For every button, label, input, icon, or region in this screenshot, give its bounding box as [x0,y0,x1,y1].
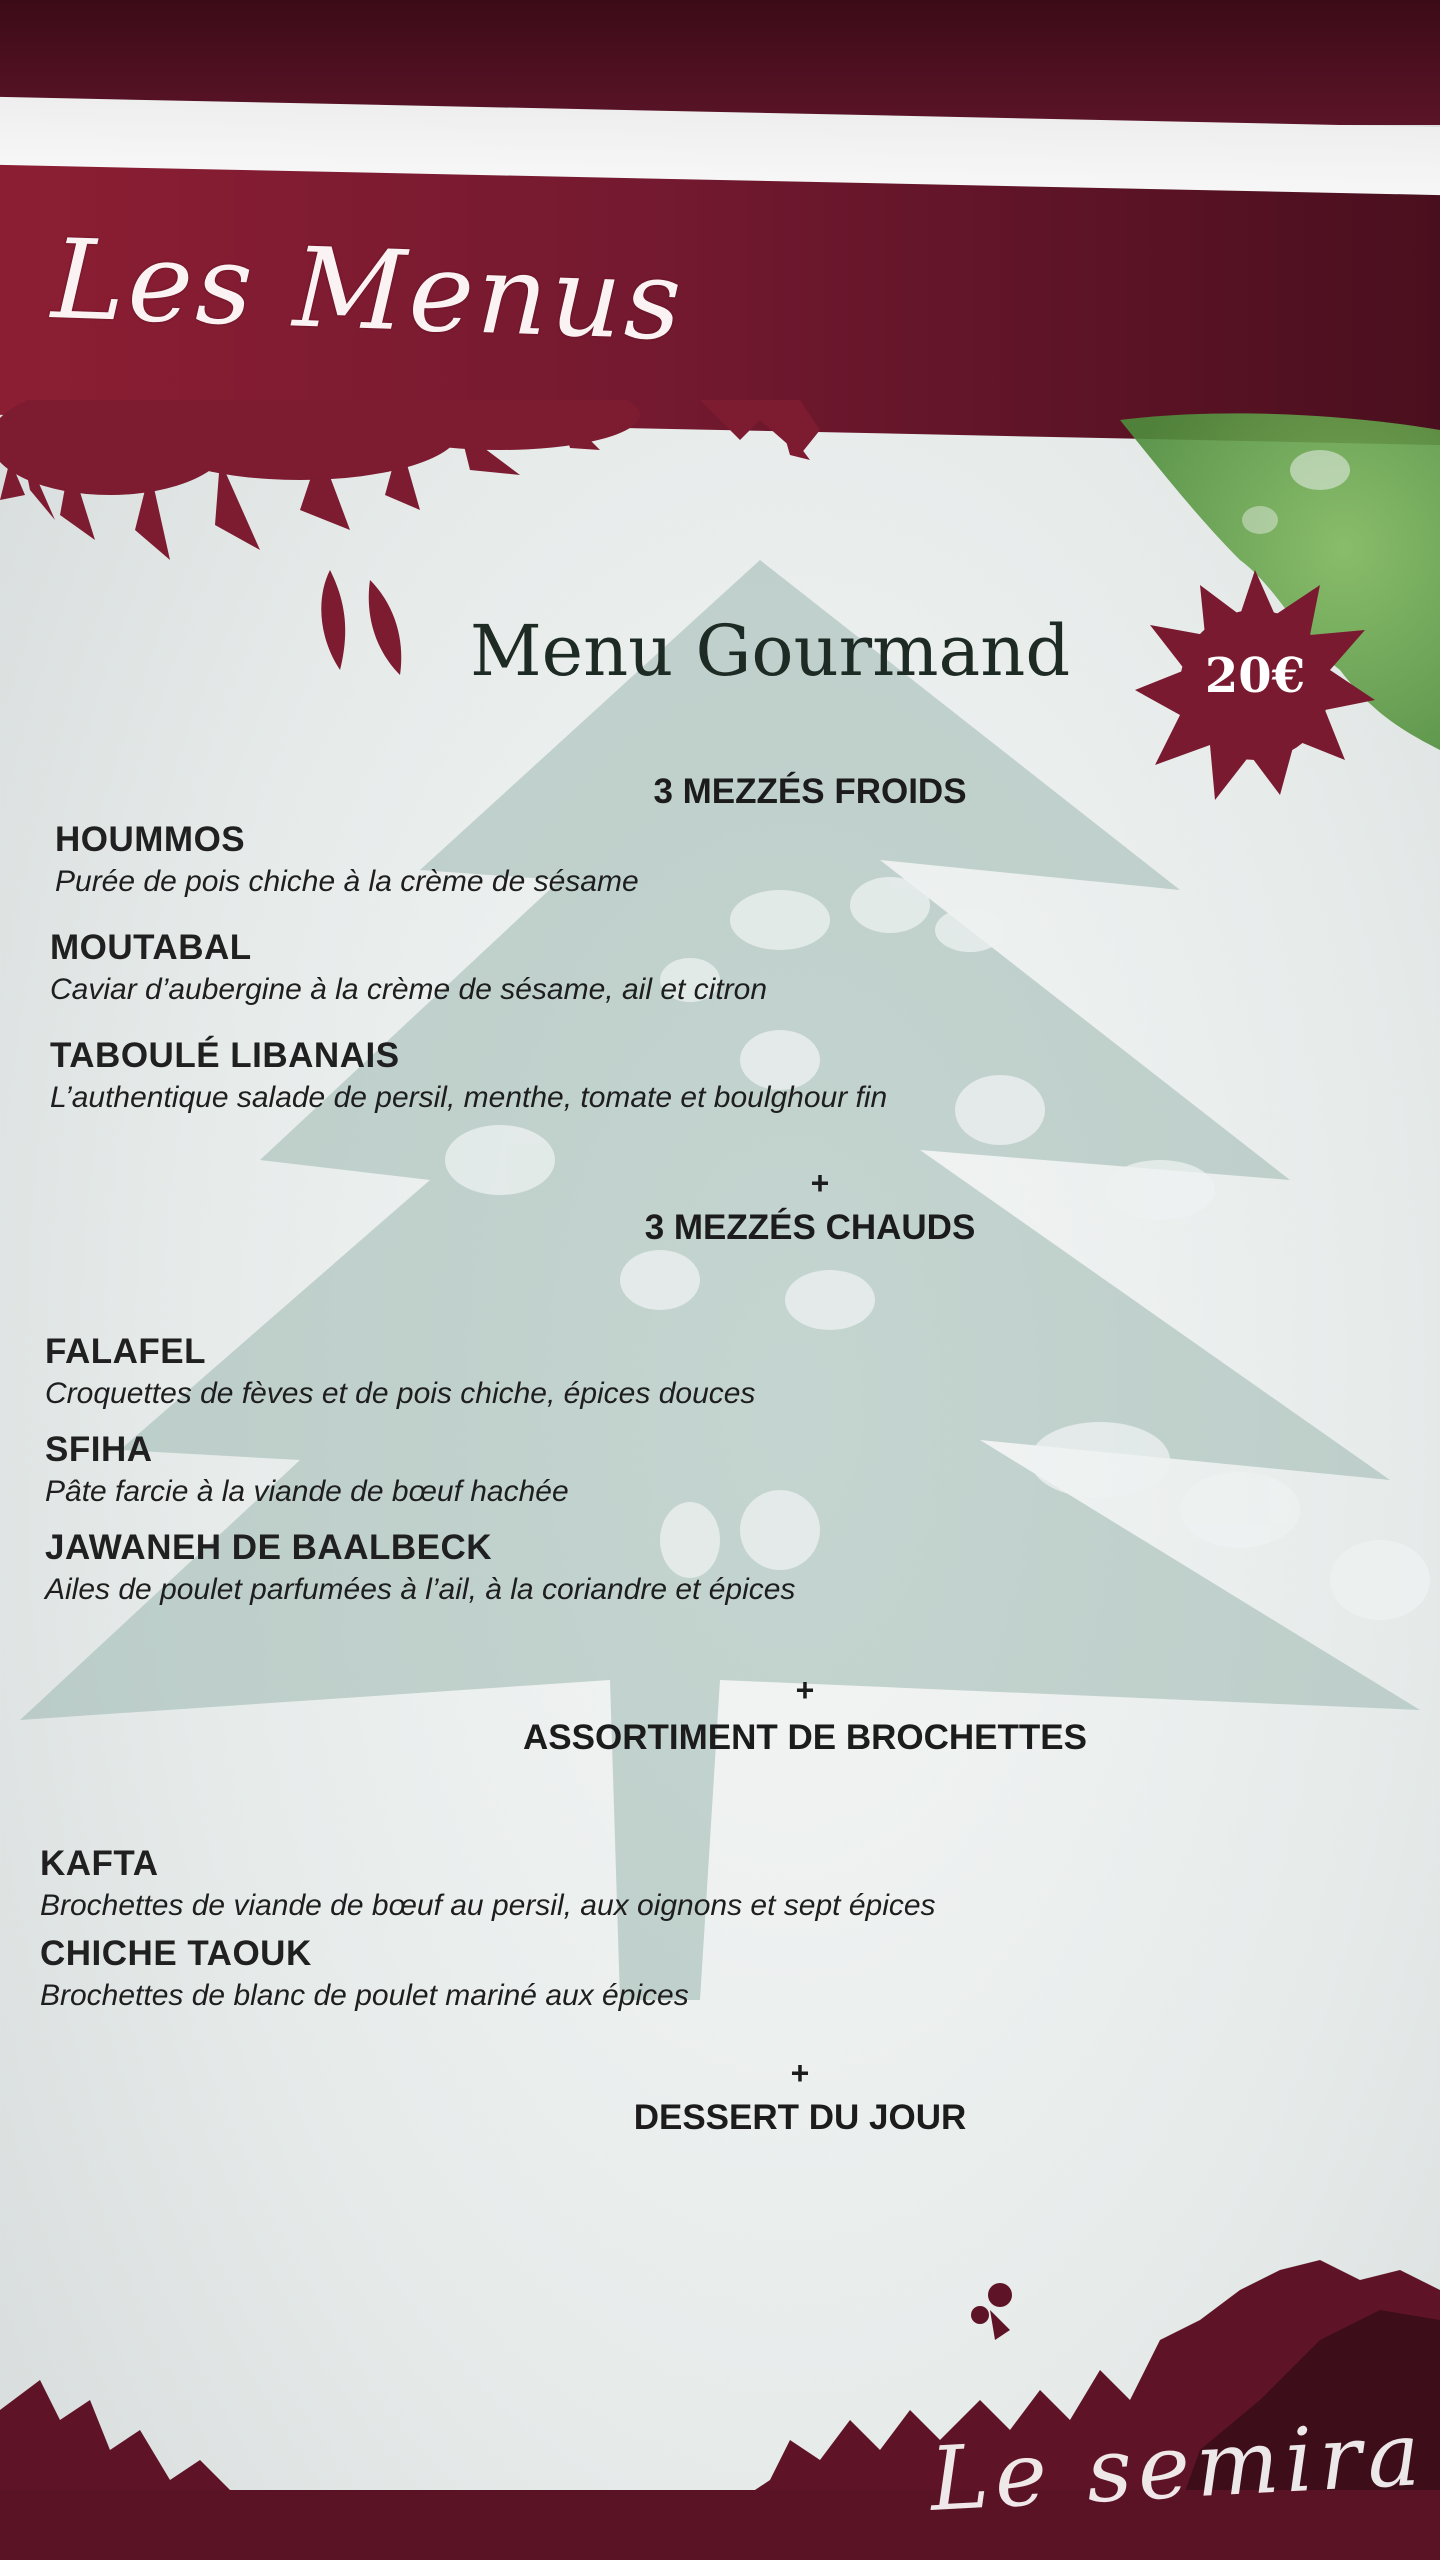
item-name: CHICHE TAOUK [40,1934,312,1973]
menu-item [40,1932,689,2016]
item-description: Ailes de poulet parfumées à l’ail, à la coriandre et épices [45,1573,796,1606]
section-heading-dessert: DESSERT DU JOUR [633,2098,967,2137]
item-name: HOUMMOS [55,820,246,859]
menu-item [45,1428,569,1512]
item-description: Caviar d’aubergine à la crème de sésame, ail et citron [50,973,768,1006]
header-title: Les Menus [49,215,687,366]
restaurant-signature: Le semira [927,2402,1429,2531]
menu-item [40,1842,936,1926]
section-heading-cold-mezze: 3 MEZZÉS FROIDS [653,772,967,811]
item-description: Purée de pois chiche à la crème de sésame [55,865,639,898]
plus-separator: + [790,2055,810,2091]
item-name: KAFTA [40,1844,159,1883]
item-name: FALAFEL [45,1332,206,1371]
item-description: Brochettes de blanc de poulet mariné aux épices [40,1979,689,2012]
plus-separator: + [795,1672,815,1708]
item-name: TABOULÉ LIBANAIS [50,1036,400,1075]
item-description: L’authentique salade de persil, menthe, tomate et boulghour fin [50,1081,888,1114]
item-name: SFIHA [45,1430,153,1469]
item-description: Croquettes de fèves et de pois chiche, épices douces [45,1377,756,1410]
item-description: Pâte farcie à la viande de bœuf hachée [45,1475,569,1508]
menu-item [45,1330,755,1414]
item-name: JAWANEH DE BAALBECK [45,1528,493,1567]
section-heading-hot-mezze: 3 MEZZÉS CHAUDS [644,1208,976,1247]
section-heading-skewers: ASSORTIMENT DE BROCHETTES [523,1718,1087,1757]
menu-item [55,818,639,902]
price-value: 20€ [1204,648,1306,704]
menu-title: Menu Gourmand [470,610,1071,692]
menu-item [50,1034,887,1118]
plus-separator: + [810,1165,830,1201]
item-description: Brochettes de viande de bœuf au persil, aux oignons et sept épices [40,1889,936,1922]
menu-item [45,1526,795,1610]
item-name: MOUTABAL [50,928,252,967]
menu-item [50,926,767,1010]
